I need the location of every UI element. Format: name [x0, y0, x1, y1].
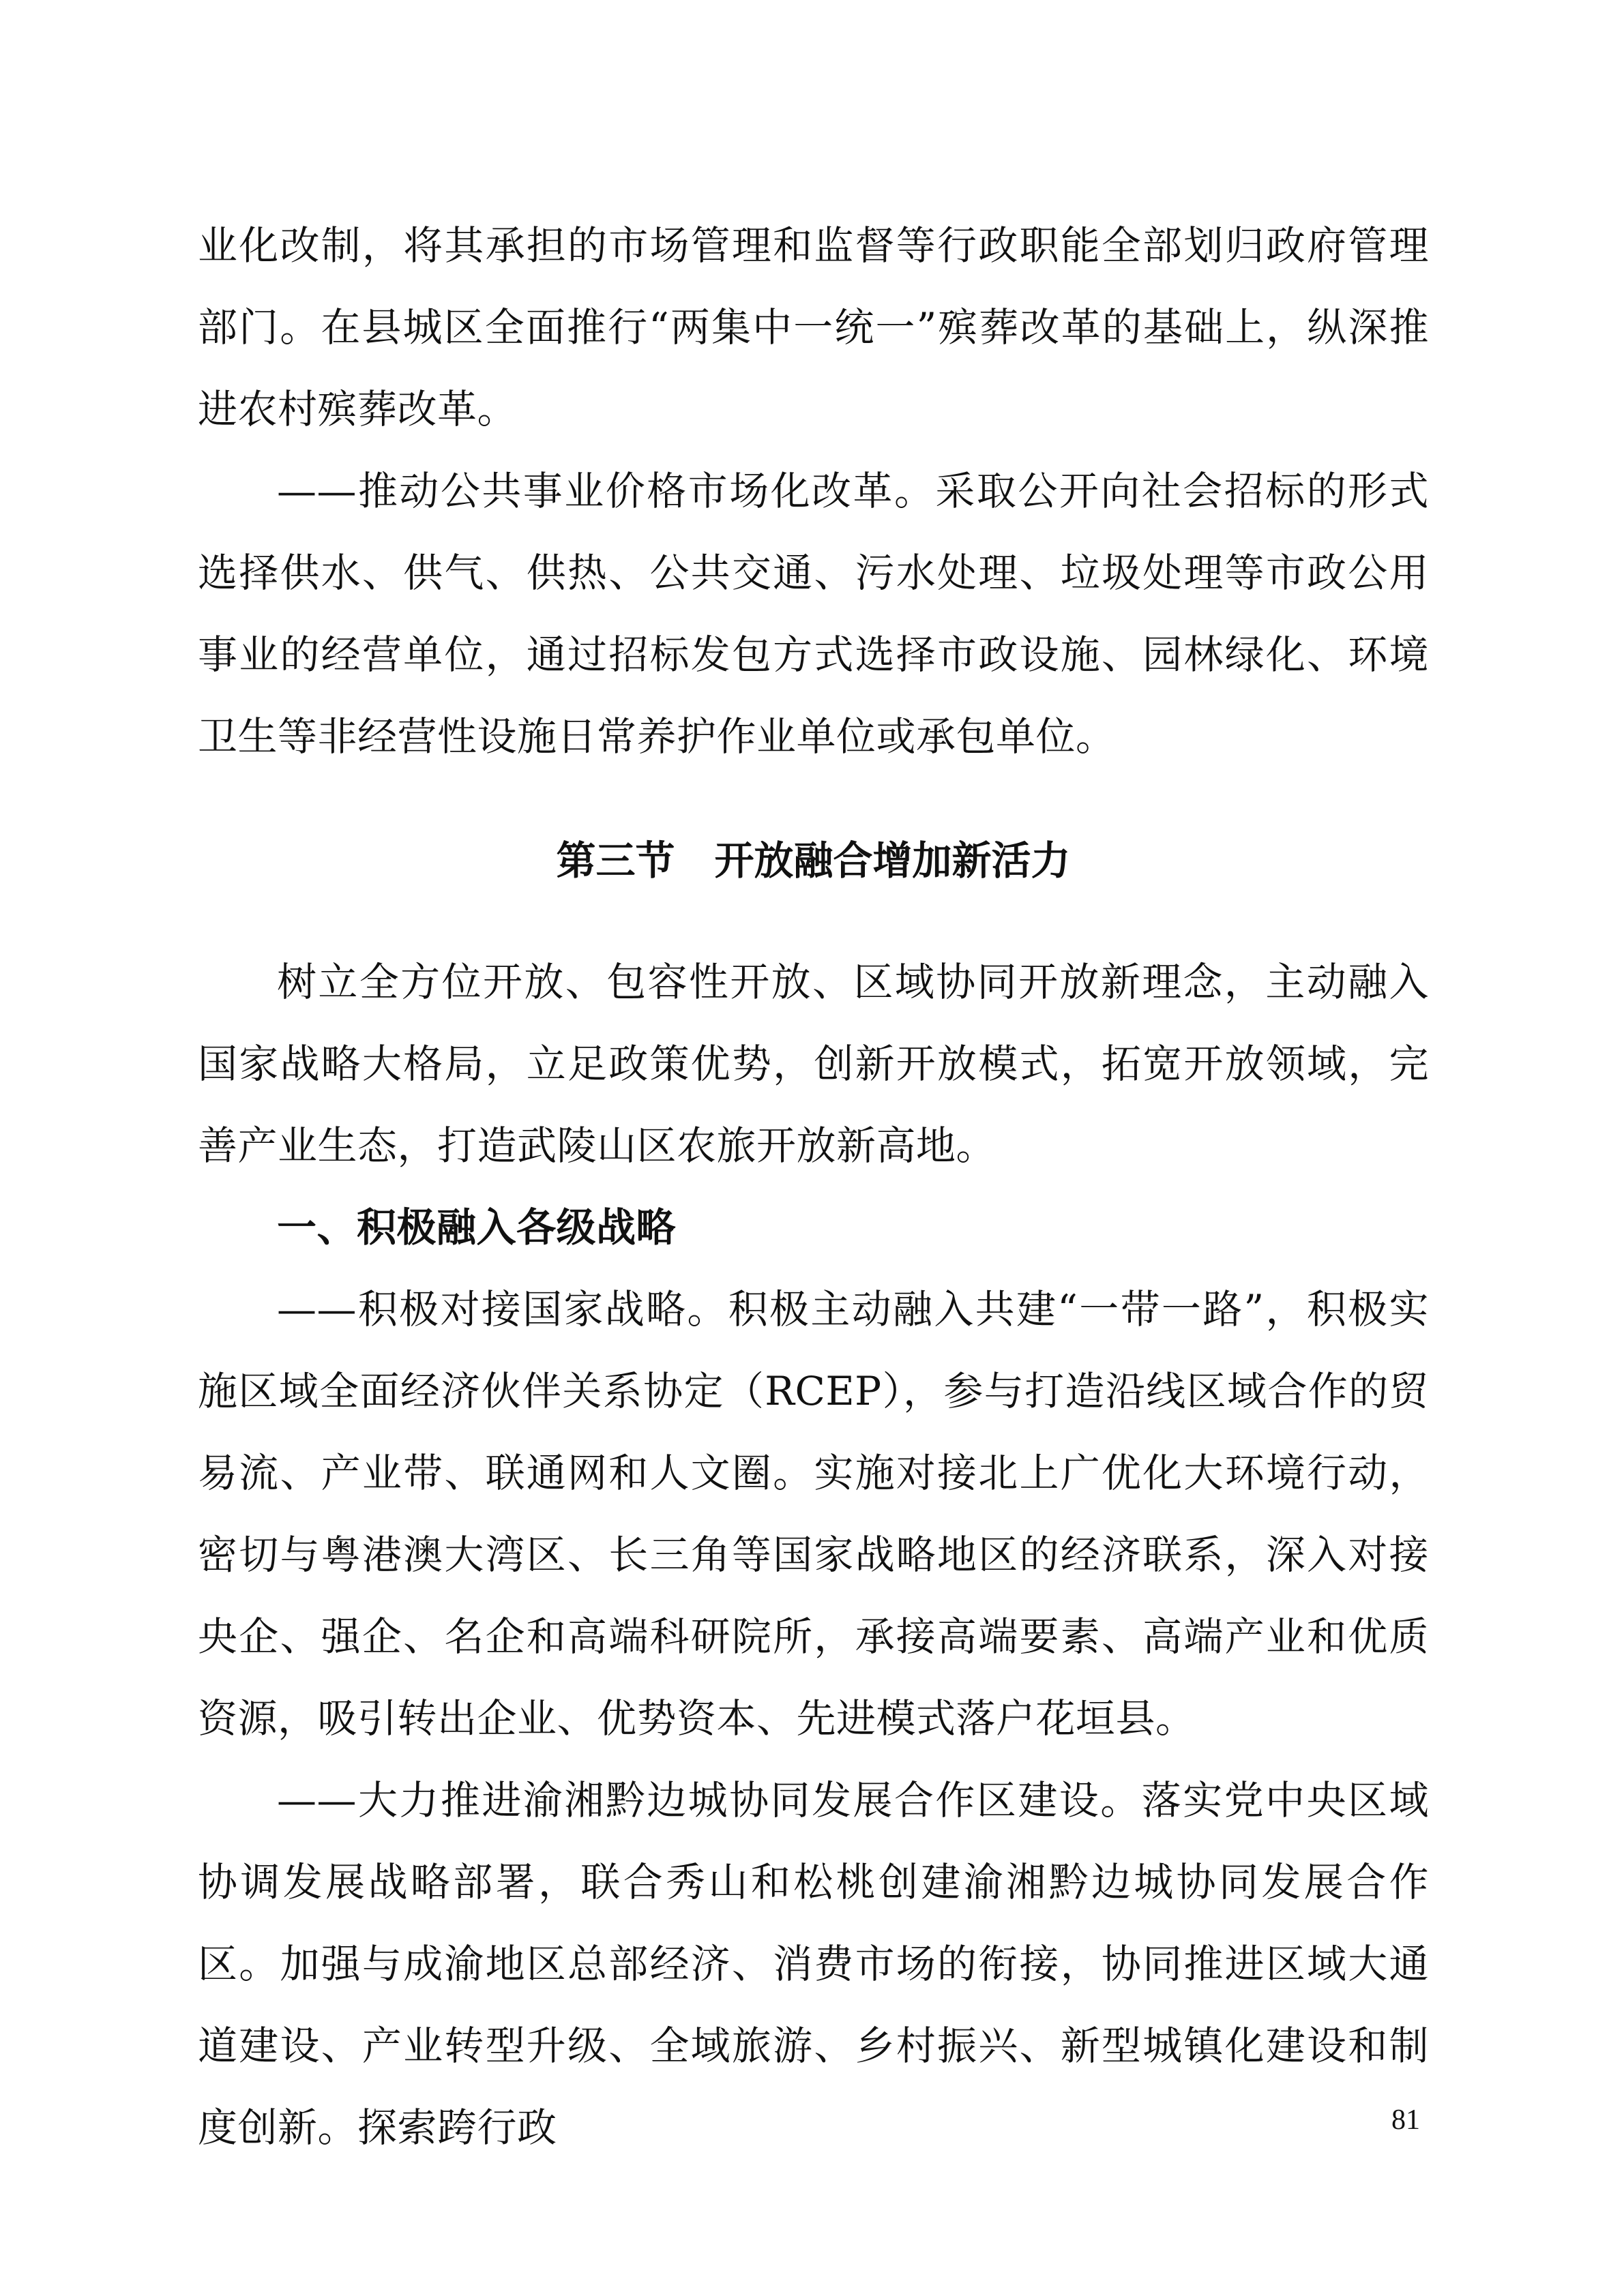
paragraph-funeral-reform: 业化改制，将其承担的市场管理和监督等行政职能全部划归政府管理部门。在县城区全面推行“两集中一统一”殡葬改革的基础上，纵深推进农村殡葬改革。 [198, 222, 1429, 432]
subheading-strategies: 一、积极融入各级战略 [277, 1204, 677, 1251]
section-title: 第三节 开放融合增加新活力 [556, 837, 1071, 884]
paragraph-public-utility-pricing: ——推动公共事业价格市场化改革。采取公开向社会招标的形式选择供水、供气、供热、公共交通、污水处理、垃圾处理等市政公用事业的经营单位，通过招标发包方式选择市政设施、园林绿化、环境卫生等非经营性设施日常养护作业单位或承包单位。 [198, 468, 1429, 760]
paragraph-national-strategy: ——积极对接国家战略。积极主动融入共建“一带一路”，积极实施区域全面经济伙伴关系协定（RCEP），参与打造沿线区域合作的贸易流、产业带、联通网和人文圈。实施对接北上广优化大环境行动，密切与粤港澳大湾区、长三角等国家战略地区的经济联系，深入对接央企、强企、名企和高端科研院所，承接高端要素、高端产业和优质资源，吸引转出企业、优势资本、先进模式落户花垣县。 [198, 1286, 1429, 1742]
top-text-block [198, 205, 1429, 777]
paragraph-intro: 树立全方位开放、包容性开放、区域协同开放新理念，主动融入国家战略大格局，立足政策优势，创新开放模式，拓宽开放领域，完善产业生态，打造武陵山区农旅开放新高地。 [198, 959, 1429, 1169]
paragraph-border-cooperation: ——大力推进渝湘黔边城协同发展合作区建设。落实党中央区域协调发展战略部署，联合秀山和松桃创建渝湘黔边城协同发展合作区。加强与成渝地区总部经济、消费市场的衔接，协同推进区域大通道建设、产业转型升级、全域旅游、乡村振兴、新型城镇化建设和制度创新。探索跨行政 [198, 1777, 1429, 2151]
page-number: 81 [1391, 2104, 1420, 2136]
bottom-text-block [198, 941, 1429, 2168]
